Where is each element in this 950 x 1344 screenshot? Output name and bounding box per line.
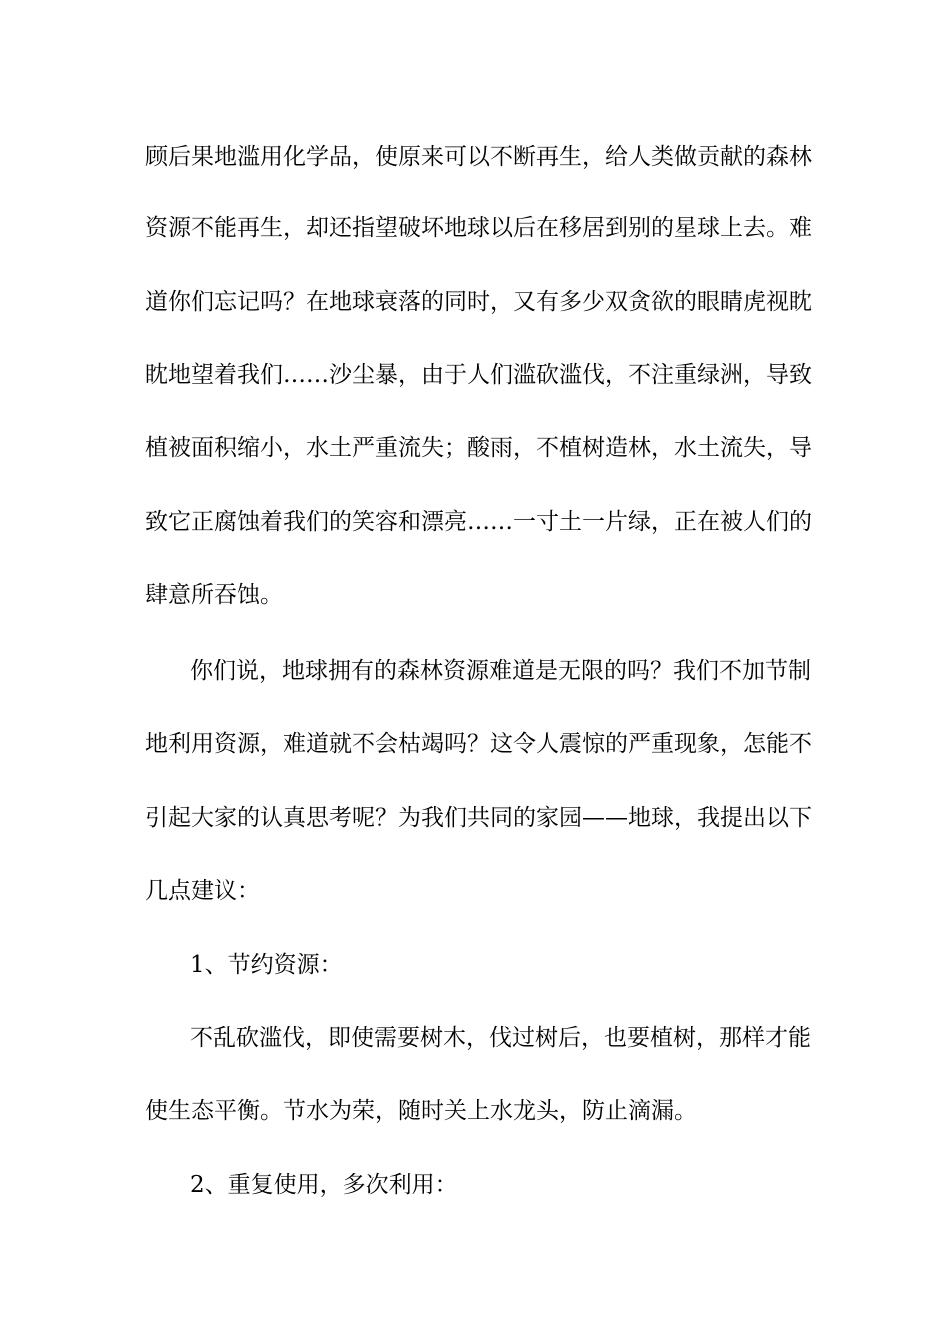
text-line: 致它正腐蚀着我们的笑容和漂亮……一寸土一片绿，正在被人们的 (145, 509, 812, 535)
text-line: 引起大家的认真思考呢？为我们共同的家园——地球，我提出以下 (145, 805, 812, 831)
paragraph-first-line: 你们说，地球拥有的森林资源难道是无限的吗？我们不加节制 (190, 658, 811, 684)
text-line: 植被面积缩小，水土严重流失；酸雨，不植树造林，水土流失，导 (145, 435, 812, 461)
text-line: 资源不能再生，却还指望破坏地球以后在移居到别的星球上去。难 (145, 215, 812, 241)
text-line: 顾后果地滥用化学品，使原来可以不断再生，给人类做贡献的森林 (145, 144, 812, 170)
text-line: 道你们忘记吗？在地球衰落的同时，又有多少双贪欲的眼睛虎视眈 (145, 289, 812, 315)
text-line: 几点建议： (145, 878, 260, 904)
text-line: 肆意所吞蚀。 (145, 582, 283, 608)
list-heading-2: 2、重复使用，多次利用： (190, 1172, 458, 1198)
text-line: 地利用资源，难道就不会枯竭吗？这令人震惊的严重现象，怎能不 (145, 731, 812, 757)
list-heading-1: 1、节约资源： (190, 952, 343, 978)
paragraph-first-line: 不乱砍滥伐，即使需要树木，伐过树后，也要植树，那样才能 (190, 1025, 811, 1051)
text-line: 眈地望着我们……沙尘暴，由于人们滥砍滥伐，不注重绿洲，导致 (145, 362, 812, 388)
text-line: 使生态平衡。节水为荣，随时关上水龙头，防止滴漏。 (145, 1098, 697, 1124)
